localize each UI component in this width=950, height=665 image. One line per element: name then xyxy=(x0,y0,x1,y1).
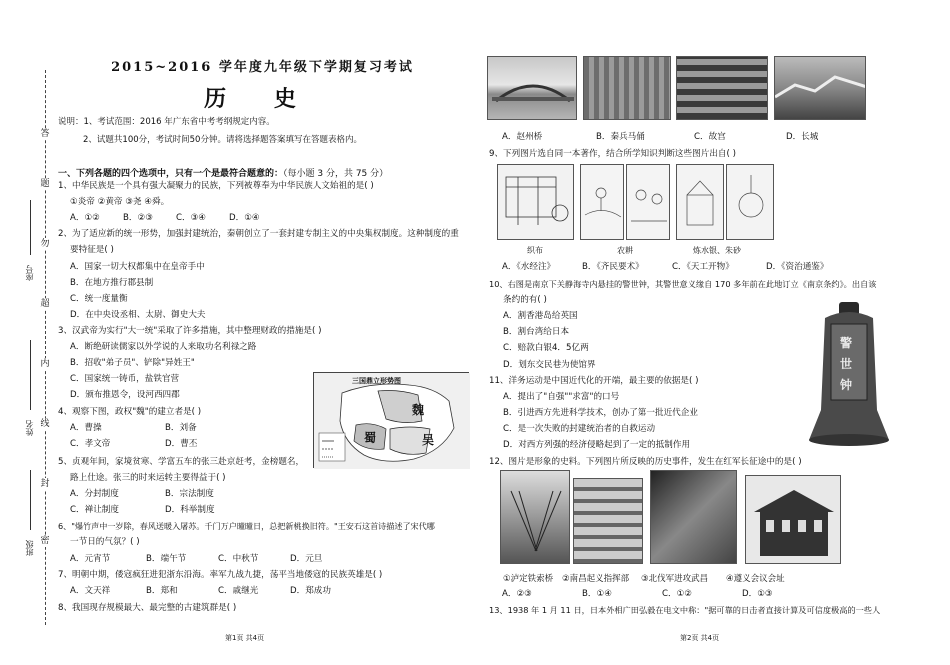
q1-option-a: A．①② xyxy=(70,213,100,223)
map-region-wu: 吴 xyxy=(422,433,435,447)
question-13-stem: 13、1938 年 1 月 11 日，日本外相广田弘毅在电文中称："据可靠的日击者直接计算及可信度极高的一些人 xyxy=(489,605,881,615)
bell-char-1: 警 xyxy=(840,336,853,350)
q1-option-b: B．②③ xyxy=(123,213,153,223)
q11-option-c: C．是一次失败的封建统治者的自救运动 xyxy=(503,424,656,434)
luding-bridge-photo xyxy=(500,470,570,564)
q7-option-c: C．戚继光 xyxy=(218,586,259,596)
question-1-stem: 1、中华民族是一个具有强大凝聚力的民族，下列被尊奉为中华民族人文始祖的是( ) xyxy=(58,181,374,191)
terracotta-army-photo xyxy=(583,56,671,120)
farming-illustration-1 xyxy=(580,164,624,240)
q4-option-d: D．曹丕 xyxy=(165,439,198,449)
notes-line-1: 说明：1、考试范围：2016 年广东省中考考纲规定内容。 xyxy=(58,117,275,127)
question-7-stem: 7、明朝中期，倭寇疯狂进犯浙东沿海。率军九战九捷，荡平当地倭寇的民族英雄是( ) xyxy=(58,570,383,580)
q11-option-b: B．引进西方先进科学技术，创办了第一批近代企业 xyxy=(503,408,698,418)
q6-option-a: A．元宵节 xyxy=(70,554,111,564)
seat-number-line xyxy=(30,200,31,255)
warning-bell-image xyxy=(805,300,893,450)
seat-number-label: 座号 xyxy=(25,265,34,281)
seal-char: 题 xyxy=(40,179,50,189)
bell-char-3: 钟 xyxy=(840,378,853,392)
q9-option-c: C．《天工开物》 xyxy=(672,262,734,272)
q3-option-c: C．国家统一铸币，盐铁官营 xyxy=(70,374,180,384)
q2-option-b: B．在地方推行郡县制 xyxy=(70,278,154,288)
q4-option-a: A．曹操 xyxy=(70,423,102,433)
mercury-illustration-1 xyxy=(676,164,724,240)
subject-title: 历 史 xyxy=(204,86,316,112)
seal-char: 内 xyxy=(40,359,50,369)
q8-option-b: B．秦兵马俑 xyxy=(596,132,645,142)
q11-option-d: D．对西方列强的经济侵略起到了一定的抵制作用 xyxy=(503,440,691,450)
q4-option-b: B．刘备 xyxy=(165,423,197,433)
question-3-stem: 3、汉武帝为实行"大一统"采取了许多措施，其中整理财政的措施是( ) xyxy=(58,326,322,336)
q5-option-d: D．科举制度 xyxy=(165,505,215,515)
q12-option-a: A．②③ xyxy=(502,589,532,599)
q3-option-a: A．断绝研读儒家以外学说的人来取功名利禄之路 xyxy=(70,342,257,352)
northern-expedition-photo xyxy=(650,470,737,564)
q2-option-c: C．统一度量衡 xyxy=(70,294,128,304)
seal-char: 线 xyxy=(40,419,50,429)
q12-option-c: C．①② xyxy=(662,589,693,599)
section-heading: 一、下列各题的四个选项中，只有一个是最符合题意的：（每小题 3 分，共 75 分） xyxy=(58,169,389,179)
q9-option-a: A．《水经注》 xyxy=(502,262,556,272)
question-12-stem: 12、图片是形象的史料。下列图片所反映的历史事件，发生在红军长征途中的是( ) xyxy=(489,457,802,467)
name-label: 姓名 xyxy=(25,420,34,436)
question-11-stem: 11、洋务运动是中国近代化的开端，最主要的依据是( ) xyxy=(489,376,699,386)
section-score-note: （每小题 3 分，共 75 分） xyxy=(283,169,389,179)
question-2-stem-cont: 要特征是( ) xyxy=(70,245,114,255)
question-10-stem: 10、右图是南京下关静海寺内悬挂的警世钟，其警世意义缘自 170 多年前在此地订立《南京条约》。出自该 xyxy=(489,279,877,289)
caption-zunyi: ④遵义会议会址 xyxy=(726,574,785,584)
page-1-footer: 第1页 共4页 xyxy=(225,634,265,642)
question-10-stem-cont: 条约的有( ) xyxy=(503,295,547,305)
question-5-stem: 5、贞观年间，家境贫寒、学富五车的张三赴京赶考，金榜题名， xyxy=(58,457,305,467)
name-line xyxy=(30,340,31,410)
q8-option-d: D．长城 xyxy=(786,132,819,142)
q6-option-b: B．端午节 xyxy=(146,554,187,564)
q5-option-a: A．分封制度 xyxy=(70,489,119,499)
q9-option-b: B．《齐民要术》 xyxy=(582,262,644,272)
q10-option-a: A．割香港岛给英国 xyxy=(503,311,578,321)
class-label: 班级 xyxy=(25,540,34,556)
zhaozhou-bridge-photo xyxy=(487,56,577,120)
q11-option-a: A．提出了"自强""求富"的口号 xyxy=(503,392,620,402)
notes-line-2: 2、试题共100分，考试时间50分钟。请将选择题答案填写在答题表格内。 xyxy=(83,135,362,145)
question-6-stem: 6、"爆竹声中一岁除，春风送暖入屠苏。千门万户曈曈日，总把新桃换旧符。"王安石这首诗描述了宋代哪 xyxy=(58,521,435,531)
q7-option-d: D．郑成功 xyxy=(290,586,331,596)
question-5-stem-cont: 路上仕途。张三的时来运转主要得益于( ) xyxy=(70,473,226,483)
q2-option-a: A．国家一切大权都集中在皇帝手中 xyxy=(70,262,205,272)
class-line xyxy=(30,470,31,530)
caption-wuchang: ③北伐军进攻武昌 xyxy=(641,574,709,584)
q10-option-b: B．割台湾给日本 xyxy=(503,327,570,337)
question-8-stem: 8、我国现存规模最大、最完整的古建筑群是( ) xyxy=(58,603,237,613)
q6-option-c: C．中秋节 xyxy=(218,554,259,564)
seal-char: 密 xyxy=(40,536,50,546)
q9-option-d: D．《资治通鉴》 xyxy=(766,262,829,272)
q8-option-c: C．故宫 xyxy=(694,132,726,142)
caption-mercury: 炼水银、朱砂 xyxy=(693,246,741,255)
q8-option-a: A．赵州桥 xyxy=(502,132,543,142)
seal-char: 勿 xyxy=(40,239,50,249)
q12-option-d: D．①③ xyxy=(742,589,773,599)
q5-option-c: C．禅让制度 xyxy=(70,505,119,515)
q1-option-c: C．③④ xyxy=(176,213,207,223)
q10-option-d: D．划东交民巷为使馆界 xyxy=(503,360,596,370)
nanchang-hq-photo xyxy=(573,478,643,564)
seal-char: 超 xyxy=(40,299,50,309)
q3-option-d: D．颁布推恩令，设河西四郡 xyxy=(70,390,180,400)
q12-option-b: B．①④ xyxy=(582,589,612,599)
page-2-footer: 第2页 共4页 xyxy=(680,634,720,642)
bell-char-2: 世 xyxy=(840,357,853,371)
question-4-stem: 4、观察下图，政权"魏"的建立者是( ) xyxy=(58,407,202,417)
q7-option-a: A．文天祥 xyxy=(70,586,111,596)
map-graphic xyxy=(314,373,470,469)
q5-option-b: B．宗法制度 xyxy=(165,489,214,499)
caption-luding: ①泸定铁索桥 xyxy=(503,574,554,584)
q4-option-c: C．孝文帝 xyxy=(70,439,111,449)
map-title: 三国鼎立形势图 xyxy=(352,377,401,385)
farming-illustration-2 xyxy=(626,164,670,240)
q3-option-b: B．招收"弟子员"、铲除"异姓王" xyxy=(70,358,195,368)
zunyi-site-photo xyxy=(745,475,841,564)
q6-option-d: D．元旦 xyxy=(290,554,323,564)
caption-nanchang: ②南昌起义指挥部 xyxy=(562,574,630,584)
map-region-wei: 魏 xyxy=(412,403,425,417)
question-1-choices: ①炎帝 ②黄帝 ③尧 ④舜。 xyxy=(70,197,170,207)
great-wall-photo xyxy=(774,56,866,120)
q10-option-c: C．赔款白银4．5亿两 xyxy=(503,343,589,353)
map-region-shu: 蜀 xyxy=(364,431,377,445)
caption-weaving: 织布 xyxy=(527,246,543,255)
q1-option-d: D．①④ xyxy=(229,213,260,223)
three-kingdoms-map xyxy=(313,372,469,468)
question-2-stem: 2、为了适应新的统一形势，加强封建统治，秦朝创立了一套封建专制主义的中央集权制度。这种制度的重 xyxy=(58,229,459,239)
q7-option-b: B．郑和 xyxy=(146,586,178,596)
exam-title: 2015~2016 学年度九年级下学期复习考试 xyxy=(111,60,414,75)
weaving-illustration xyxy=(497,164,574,240)
q2-option-d: D．在中央设丞相、太尉、御史大夫 xyxy=(70,310,206,320)
caption-farming: 农耕 xyxy=(617,246,633,255)
question-6-stem-cont: 一节日的气氛？( ) xyxy=(70,537,140,547)
forbidden-city-photo xyxy=(676,56,768,120)
seal-char: 答 xyxy=(40,129,50,139)
mercury-illustration-2 xyxy=(726,164,774,240)
seal-char: 封 xyxy=(40,479,50,489)
question-9-stem: 9、下列图片选自同一本著作，结合所学知识判断这些图片出自( ) xyxy=(489,149,736,159)
